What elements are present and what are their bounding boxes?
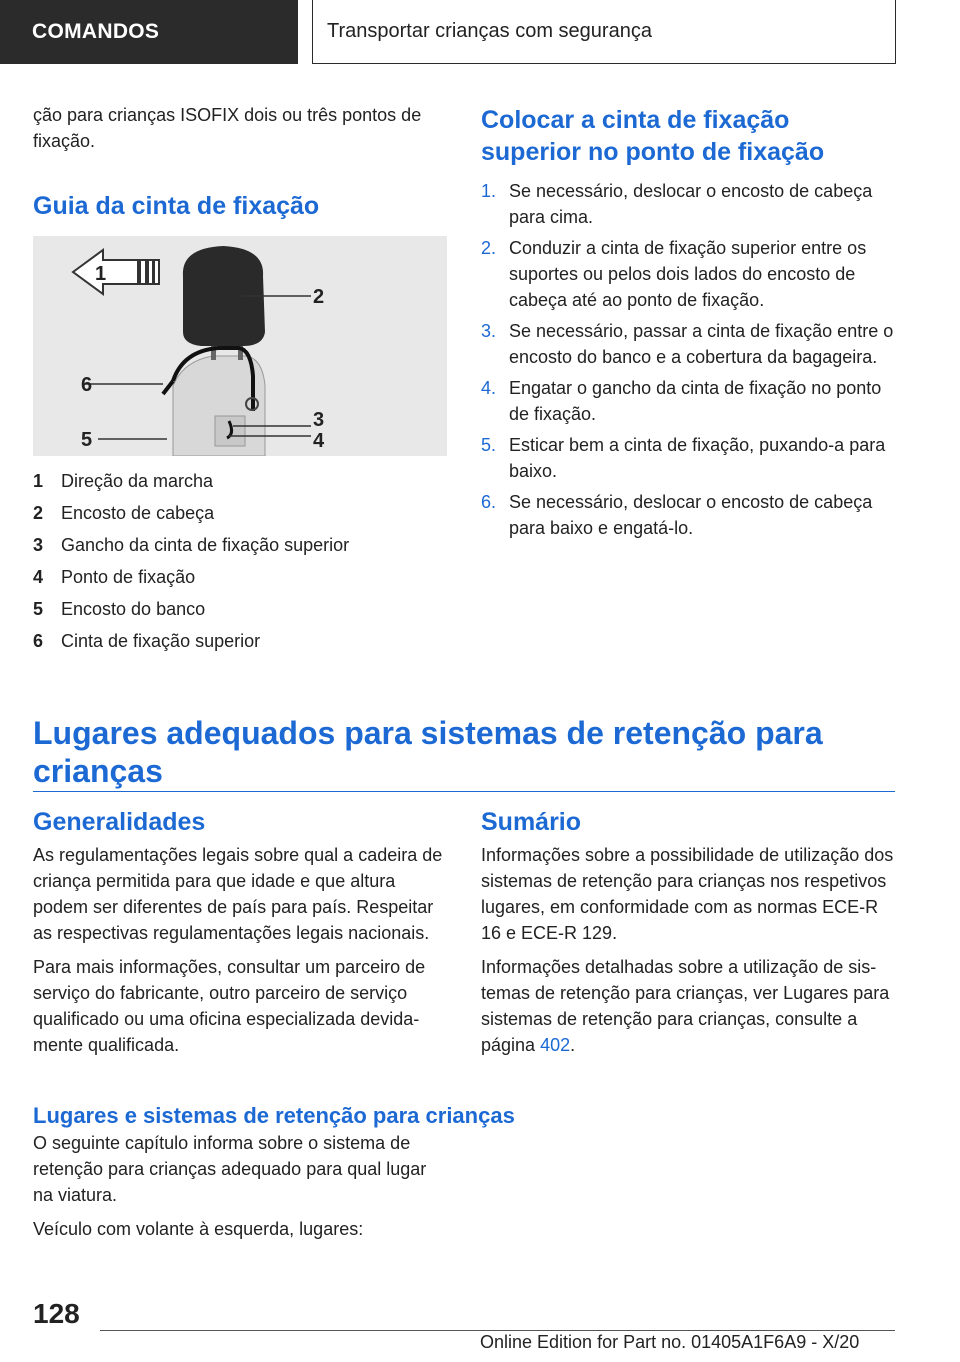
legend-item xyxy=(33,561,447,593)
intro-text: ção para crianças ISOFIX dois ou três pontos de fixação. xyxy=(33,105,422,151)
step-number: 5. xyxy=(481,435,497,455)
step-number: 4. xyxy=(481,378,497,398)
callout-2: 2 xyxy=(313,286,325,308)
step-item xyxy=(481,375,895,427)
step-text: Esticar bem a cinta de fixação, puxando-a para baixo. xyxy=(509,435,886,481)
summary-paragraph-2-text: Informações detalhadas sobre a utilização de sistemas de retenção para crianças, ver Lugares para sistemas de retenção para crianças, consulte a página xyxy=(481,957,890,1055)
step-number: 2. xyxy=(481,238,497,258)
step-item xyxy=(481,235,895,313)
intro-block xyxy=(33,102,447,154)
callout-4: 4 xyxy=(313,430,325,452)
chapter-title: Transportar crianças com segurança xyxy=(312,0,896,64)
legend-num: 3 xyxy=(33,535,44,555)
general-paragraph-2: Para mais informações, consultar um parceiro de serviço do fabricante, outro parceiro de serviço qualificado ou uma oficina especializada devidamente qualificada. xyxy=(33,957,426,1055)
callout-6: 6 xyxy=(81,374,93,396)
places-section xyxy=(33,1130,447,1242)
callout-3: 3 xyxy=(313,409,325,431)
legend-text: Direção da marcha xyxy=(61,471,214,491)
legend-text: Ponto de fixação xyxy=(61,567,196,587)
step-text: Engatar o gancho da cinta de fixação no ponto de fixação. xyxy=(509,378,882,424)
main-section-title: Lugares adequados para sistemas de retenção para crianças xyxy=(33,715,823,789)
summary-paragraph-2-end: . xyxy=(570,1035,576,1055)
page-link-402[interactable]: 402 xyxy=(540,1035,571,1055)
figure-legend xyxy=(33,465,447,657)
attach-tether-section xyxy=(481,104,895,546)
step-number: 1. xyxy=(481,181,497,201)
general-heading: Generalidades xyxy=(33,808,206,836)
summary-paragraph-1: Informações sobre a possibilidade de utilização dos sistemas de retenção para crianças nos respetivos lugares, em conformidade com as normas ECE-R 16 e ECE-R 129. xyxy=(481,845,894,943)
summary-heading: Sumário xyxy=(481,808,582,836)
page-number: 128 xyxy=(33,1298,80,1329)
step-item xyxy=(481,432,895,484)
legend-item xyxy=(33,593,447,625)
direction-arrow-icon xyxy=(73,250,159,294)
step-text: Se necessário, deslocar o encosto de cabeça para baixo e engatá-lo. xyxy=(509,492,873,538)
step-item xyxy=(481,489,895,541)
legend-num: 6 xyxy=(33,631,44,651)
summary-paragraph-2 xyxy=(481,954,895,1058)
places-paragraph-2: Veículo com volante à esquerda, lugares: xyxy=(33,1219,364,1239)
legend-text: Encosto do banco xyxy=(61,599,206,619)
edition-note: Online Edition for Part no. 01405A1F6A9 - X/20 xyxy=(480,1332,860,1352)
section-divider xyxy=(33,791,895,792)
section-tab: COMANDOS xyxy=(0,0,298,64)
legend-num: 1 xyxy=(33,471,44,491)
legend-num: 5 xyxy=(33,599,44,619)
legend-item xyxy=(33,625,447,657)
general-section xyxy=(33,806,447,1058)
step-text: Conduzir a cinta de fixação superior entre os suportes ou pelos dois lados do encosto de cabeça até ao ponto de fixação. xyxy=(509,238,867,310)
legend-num: 4 xyxy=(33,567,44,587)
footer-divider xyxy=(100,1330,895,1331)
step-text: Se necessário, deslocar o encosto de cabeça para cima. xyxy=(509,181,873,227)
legend-text: Gancho da cinta de fixação superior xyxy=(61,535,350,555)
callout-1: 1 xyxy=(95,263,107,285)
callout-5: 5 xyxy=(81,429,93,451)
legend-item xyxy=(33,497,447,529)
step-number: 6. xyxy=(481,492,497,512)
legend-num: 2 xyxy=(33,503,44,523)
step-text: Se necessário, passar a cinta de fixação entre o encosto do banco e a cobertura da bagageira. xyxy=(509,321,894,367)
attach-tether-heading: Colocar a cinta de fixação superior no ponto de fixação xyxy=(481,106,825,166)
guide-heading: Guia da cinta de fixação xyxy=(33,192,320,220)
legend-item xyxy=(33,529,447,561)
legend-item xyxy=(33,465,447,497)
summary-section xyxy=(481,806,895,1058)
headrest-illustration xyxy=(33,236,447,456)
places-heading: Lugares e sistemas de retenção para crianças xyxy=(33,1103,515,1128)
step-number: 3. xyxy=(481,321,497,341)
legend-text: Encosto de cabeça xyxy=(61,503,215,523)
places-paragraph-1: O seguinte capítulo informa sobre o sistema de retenção para crianças adequado para qual lugar na viatura. xyxy=(33,1133,427,1205)
step-item xyxy=(481,178,895,230)
step-item xyxy=(481,318,895,370)
legend-text: Cinta de fixação superior xyxy=(61,631,261,651)
general-paragraph-1: As regulamentações legais sobre qual a cadeira de criança permitida para que idade e que altura podem ser diferentes de país para país. Respeitar as respectivas regulamentações legais nacionais. xyxy=(33,845,443,943)
tether-guide-figure xyxy=(33,236,447,456)
